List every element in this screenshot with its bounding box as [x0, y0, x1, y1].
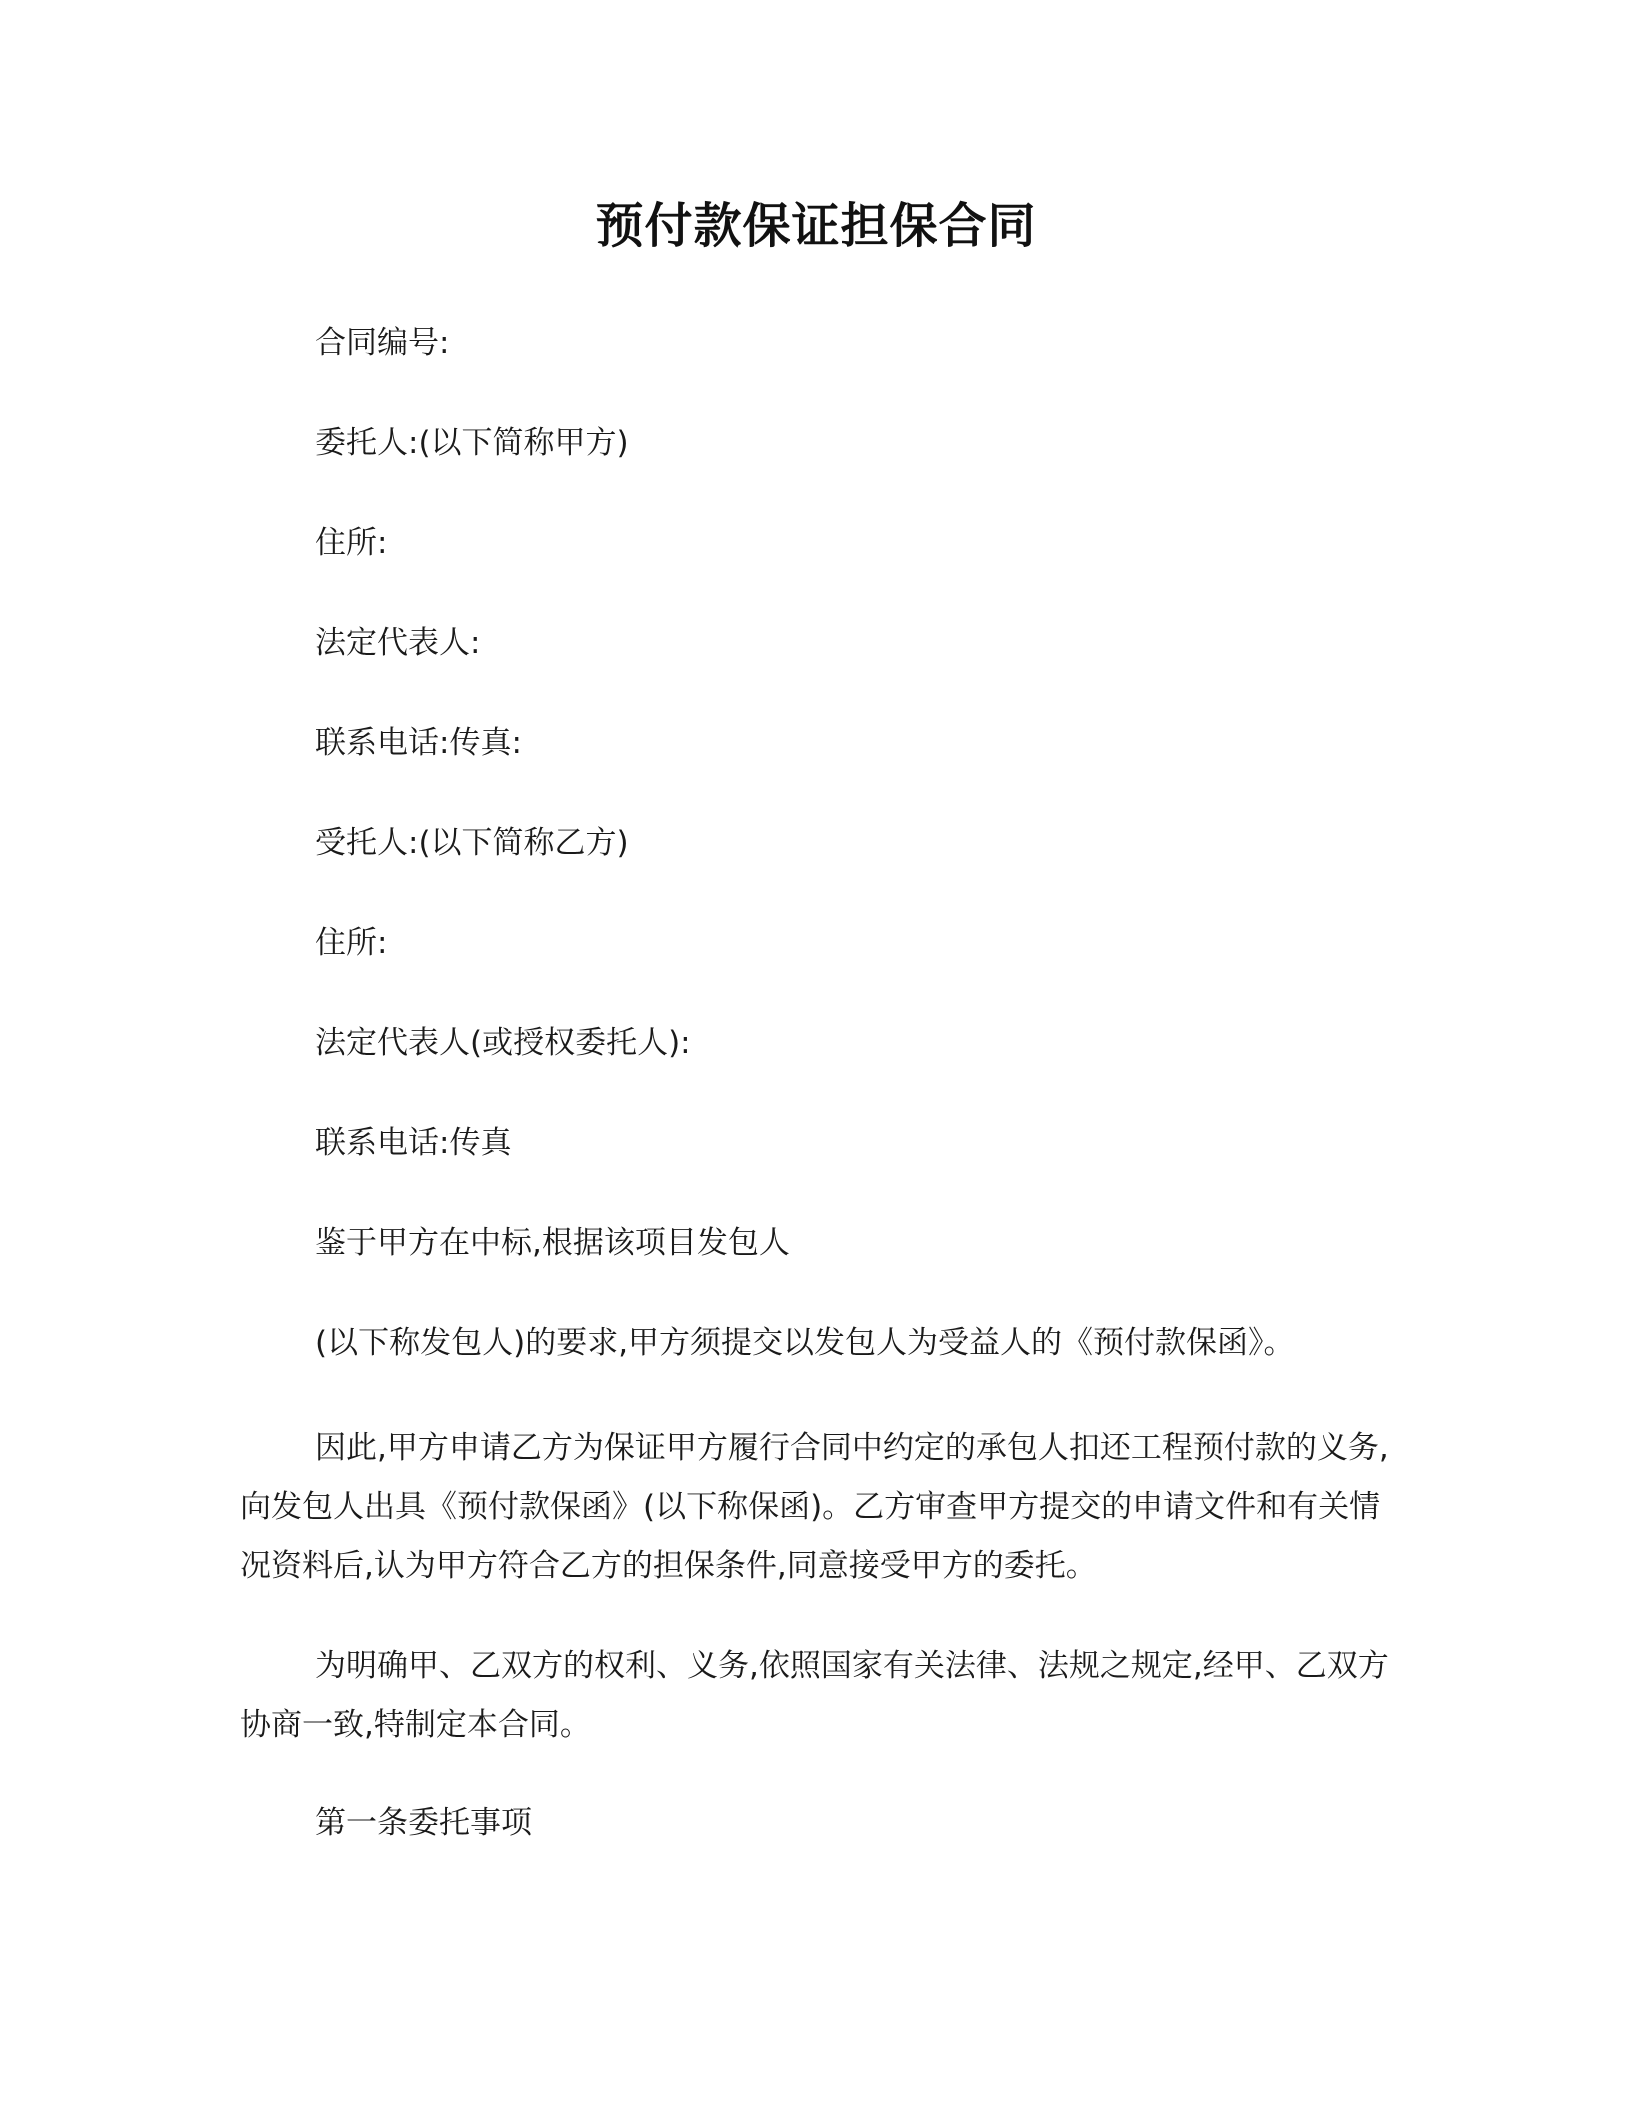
principal-field: 委托人:(以下简称甲方)	[315, 425, 629, 461]
purpose-paragraph: 为明确甲、乙双方的权利、义务,依照国家有关法律、法规之规定,经甲、乙双方协商一致,特制定本合同。	[240, 1648, 1389, 1743]
page-title: 预付款保证担保合同	[595, 198, 1037, 254]
contract-number-field: 合同编号:	[315, 325, 450, 361]
trustee-field: 受托人:(以下简称乙方)	[315, 825, 629, 861]
trustee-legal-rep-field: 法定代表人(或授权委托人):	[315, 1025, 691, 1061]
whereas-line-1: 鉴于甲方在中标,根据该项目发包人	[315, 1225, 790, 1261]
trustee-address-field: 住所:	[315, 925, 388, 961]
principal-contact-field: 联系电话:传真:	[315, 725, 522, 761]
article-1-heading: 第一条委托事项	[315, 1805, 532, 1841]
trustee-contact-field: 联系电话:传真	[315, 1125, 512, 1161]
principal-address-field: 住所:	[315, 525, 388, 561]
whereas-line-2: (以下称发包人)的要求,甲方须提交以发包人为受益人的《预付款保函》。	[315, 1325, 1295, 1361]
therefore-paragraph: 因此,甲方申请乙方为保证甲方履行合同中约定的承包人扣还工程预付款的义务,向发包人出具《预付款保函》(以下称保函)。乙方审查甲方提交的申请文件和有关情况资料后,认为甲方符合乙方的担保条件,同意接受甲方的委托。	[240, 1430, 1389, 1584]
principal-legal-rep-field: 法定代表人:	[315, 625, 481, 661]
